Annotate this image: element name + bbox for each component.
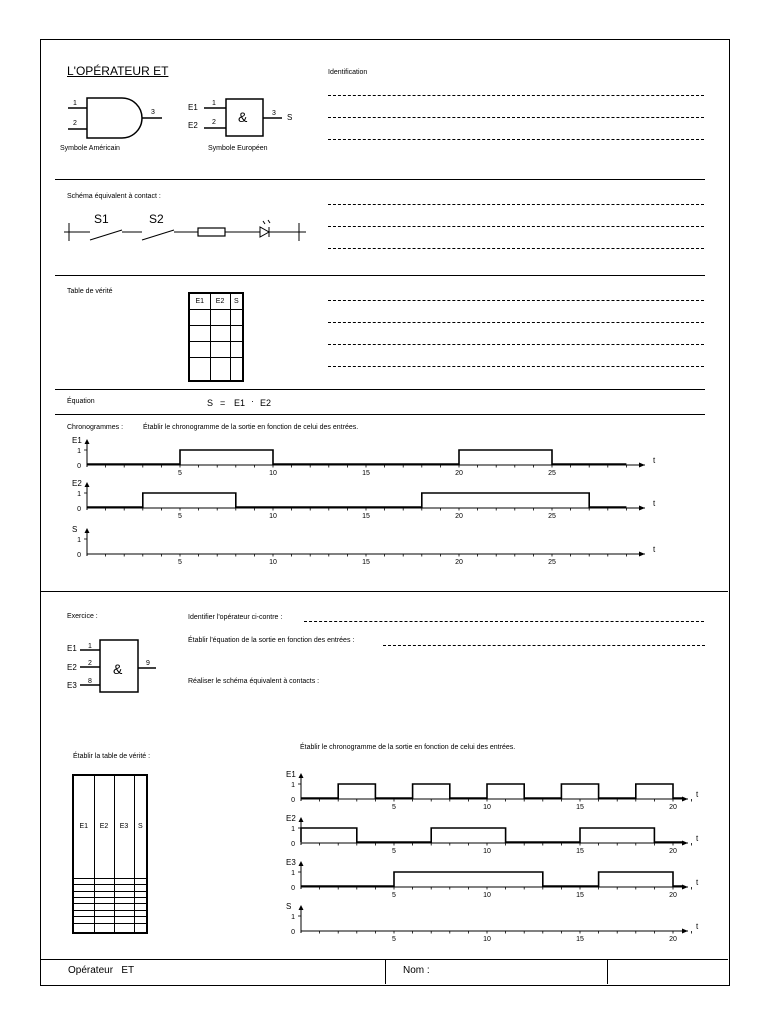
input-name: E1 <box>67 644 77 653</box>
y-axis-arrow <box>299 861 304 866</box>
output-name: S <box>287 113 293 122</box>
signal-waveform <box>301 872 682 886</box>
x-tick-label: 15 <box>576 804 584 811</box>
signal-waveform <box>301 828 682 842</box>
y-axis-arrow <box>299 905 304 910</box>
switch-label: S2 <box>149 212 164 226</box>
identification-label: Identification <box>328 69 368 76</box>
x-tick-label: 20 <box>669 848 677 855</box>
pin-label: 3 <box>151 109 155 116</box>
x-tick-label: 5 <box>392 892 396 899</box>
x-tick-label: 20 <box>455 513 463 520</box>
footer-title: Opérateur ET <box>68 965 135 976</box>
section-title: Équation <box>67 398 95 405</box>
exercise-title: Exercice : <box>67 613 98 620</box>
answer-line[interactable] <box>328 226 704 227</box>
level-label: 1 <box>291 826 295 833</box>
x-tick-label: 15 <box>576 848 584 855</box>
truth-table-cell[interactable] <box>189 325 210 341</box>
time-label: t <box>696 834 699 843</box>
section-divider <box>55 389 705 390</box>
level-label: 0 <box>77 463 81 470</box>
signal-label: E1 <box>72 436 82 445</box>
section-title: Schéma équivalent à contact : <box>67 193 161 200</box>
x-tick-label: 10 <box>483 848 491 855</box>
chronogram-1 <box>55 434 675 568</box>
x-tick-label: 5 <box>178 470 182 477</box>
answer-line[interactable] <box>328 366 704 367</box>
x-tick-label: 5 <box>392 936 396 943</box>
x-tick-label: 15 <box>576 936 584 943</box>
footer-separator <box>607 959 608 984</box>
x-tick-label: 20 <box>669 804 677 811</box>
footer-divider <box>40 959 728 960</box>
x-tick-label: 20 <box>669 892 677 899</box>
equation-input: E2 <box>260 398 272 408</box>
question-2: Établir l'équation de la sortie en fonction des entrées : <box>188 637 355 644</box>
truth-table-header: E3 <box>114 775 134 878</box>
american-symbol-label: Symbole Américain <box>60 145 120 152</box>
level-label: 1 <box>77 448 81 455</box>
input-name: E2 <box>188 121 198 130</box>
section-divider <box>40 591 728 592</box>
time-label: t <box>653 456 656 465</box>
time-label: t <box>696 878 699 887</box>
truth-table-cell[interactable] <box>230 341 243 357</box>
truth-table-cell[interactable] <box>210 325 230 341</box>
x-tick-label: 5 <box>392 848 396 855</box>
answer-line[interactable] <box>383 645 705 646</box>
signal-label: S <box>72 525 78 534</box>
truth-table <box>188 292 244 382</box>
truth-table-header: E1 <box>189 293 210 309</box>
question-1: Identifier l'opérateur ci-contre : <box>188 614 283 621</box>
signal-waveform <box>87 450 626 464</box>
pin-label: 3 <box>272 110 276 117</box>
switch-label: S1 <box>94 212 109 226</box>
level-label: 0 <box>291 929 295 936</box>
pin-label: 2 <box>212 119 216 126</box>
signal-label: S <box>286 902 292 911</box>
x-axis-arrow <box>639 463 645 468</box>
x-axis-arrow <box>682 797 688 802</box>
truth-table-cell[interactable] <box>210 357 230 381</box>
time-label: t <box>653 545 656 554</box>
truth-table-cell[interactable] <box>94 923 114 933</box>
truth-table-header: E2 <box>94 775 114 878</box>
x-tick-label: 15 <box>576 892 584 899</box>
level-label: 1 <box>291 914 295 921</box>
truth-table-label: Établir la table de vérité : <box>73 753 151 760</box>
answer-line[interactable] <box>304 621 704 622</box>
equation-equals: = <box>220 398 226 408</box>
equation-input: E1 <box>234 398 246 408</box>
level-label: 1 <box>291 782 295 789</box>
truth-table-cell[interactable] <box>210 341 230 357</box>
x-tick-label: 15 <box>362 513 370 520</box>
footer-separator <box>385 959 386 984</box>
section-divider <box>55 414 705 415</box>
section-divider <box>55 275 705 276</box>
y-axis-arrow <box>85 528 90 533</box>
section-title: Chronogrammes : <box>67 424 124 431</box>
x-axis-arrow <box>639 552 645 557</box>
signal-label: E3 <box>286 858 296 867</box>
chrono-instruction: Établir le chronogramme de la sortie en fonction de celui des entrées. <box>300 744 516 751</box>
input-name: E2 <box>67 663 77 672</box>
time-label: t <box>696 790 699 799</box>
answer-line[interactable] <box>328 322 704 323</box>
and-symbol: & <box>113 661 123 677</box>
chronogram-2 <box>270 766 710 944</box>
name-field[interactable] <box>440 962 604 981</box>
truth-table-cell[interactable] <box>134 923 147 933</box>
truth-table-header: S <box>230 293 243 309</box>
x-tick-label: 10 <box>269 559 277 566</box>
answer-line[interactable] <box>328 300 704 301</box>
truth-table-cell[interactable] <box>114 923 134 933</box>
y-axis-arrow <box>85 439 90 444</box>
european-symbol-label: Symbole Européen <box>208 145 268 152</box>
pin-label: 2 <box>88 660 92 667</box>
x-axis-arrow <box>639 506 645 511</box>
x-axis-arrow <box>682 885 688 890</box>
truth-table-header: E1 <box>73 775 94 878</box>
x-tick-label: 10 <box>483 892 491 899</box>
truth-table-cell[interactable] <box>73 923 94 933</box>
equation-output: S <box>207 398 214 408</box>
level-label: 1 <box>77 491 81 498</box>
truth-table-cell[interactable] <box>210 309 230 325</box>
signal-waveform <box>87 493 626 507</box>
x-axis-arrow <box>682 929 688 934</box>
level-label: 0 <box>291 841 295 848</box>
instruction: Établir le chronogramme de la sortie en fonction de celui des entrées. <box>143 424 359 431</box>
x-tick-label: 10 <box>483 804 491 811</box>
question-3: Réaliser le schéma équivalent à contacts : <box>188 678 320 685</box>
equation-operator: · <box>251 396 254 406</box>
truth-table-cell[interactable] <box>230 309 243 325</box>
signal-label: E1 <box>286 770 296 779</box>
level-label: 1 <box>77 537 81 544</box>
signal-label: E2 <box>72 479 82 488</box>
answer-line[interactable] <box>328 248 704 249</box>
truth-table-header: S <box>134 775 147 878</box>
input-name: E3 <box>67 681 77 690</box>
truth-table-header: E2 <box>210 293 230 309</box>
x-tick-label: 20 <box>455 559 463 566</box>
x-tick-label: 10 <box>269 513 277 520</box>
truth-table-cell[interactable] <box>189 341 210 357</box>
input-name: E1 <box>188 103 198 112</box>
x-tick-label: 20 <box>669 936 677 943</box>
truth-table-cell[interactable] <box>189 357 210 381</box>
x-tick-label: 25 <box>548 559 556 566</box>
answer-line[interactable] <box>328 139 704 140</box>
name-label: Nom : <box>403 965 430 976</box>
level-label: 1 <box>291 870 295 877</box>
level-label: 0 <box>77 506 81 513</box>
x-tick-label: 5 <box>178 559 182 566</box>
level-label: 0 <box>77 552 81 559</box>
answer-line[interactable] <box>328 344 704 345</box>
answer-line[interactable] <box>328 117 704 118</box>
signal-label: E2 <box>286 814 296 823</box>
x-tick-label: 15 <box>362 470 370 477</box>
y-axis-arrow <box>299 817 304 822</box>
time-label: t <box>696 922 699 931</box>
section-title: L'OPÉRATEUR ET <box>67 64 169 78</box>
x-tick-label: 15 <box>362 559 370 566</box>
section-divider <box>55 179 705 180</box>
pin-label: 9 <box>146 660 150 667</box>
signal-waveform <box>301 784 682 798</box>
x-tick-label: 20 <box>455 470 463 477</box>
x-tick-label: 5 <box>392 804 396 811</box>
truth-table-cell[interactable] <box>189 309 210 325</box>
pin-label: 1 <box>212 100 216 107</box>
level-label: 0 <box>291 885 295 892</box>
level-label: 0 <box>291 797 295 804</box>
and-symbol: & <box>238 109 248 125</box>
x-axis-arrow <box>682 841 688 846</box>
answer-line[interactable] <box>328 95 704 96</box>
truth-table-cell[interactable] <box>230 357 243 381</box>
x-tick-label: 5 <box>178 513 182 520</box>
pin-label: 8 <box>88 678 92 685</box>
x-tick-label: 10 <box>483 936 491 943</box>
time-label: t <box>653 499 656 508</box>
pin-label: 1 <box>88 643 92 650</box>
truth-table-cell[interactable] <box>230 325 243 341</box>
answer-line[interactable] <box>328 204 704 205</box>
pin-label: 2 <box>73 120 77 127</box>
x-tick-label: 10 <box>269 470 277 477</box>
x-tick-label: 25 <box>548 470 556 477</box>
pin-label: 1 <box>73 100 77 107</box>
y-axis-arrow <box>299 773 304 778</box>
y-axis-arrow <box>85 482 90 487</box>
section-title: Table de vérité <box>67 288 113 295</box>
truth-table <box>72 774 148 934</box>
x-tick-label: 25 <box>548 513 556 520</box>
